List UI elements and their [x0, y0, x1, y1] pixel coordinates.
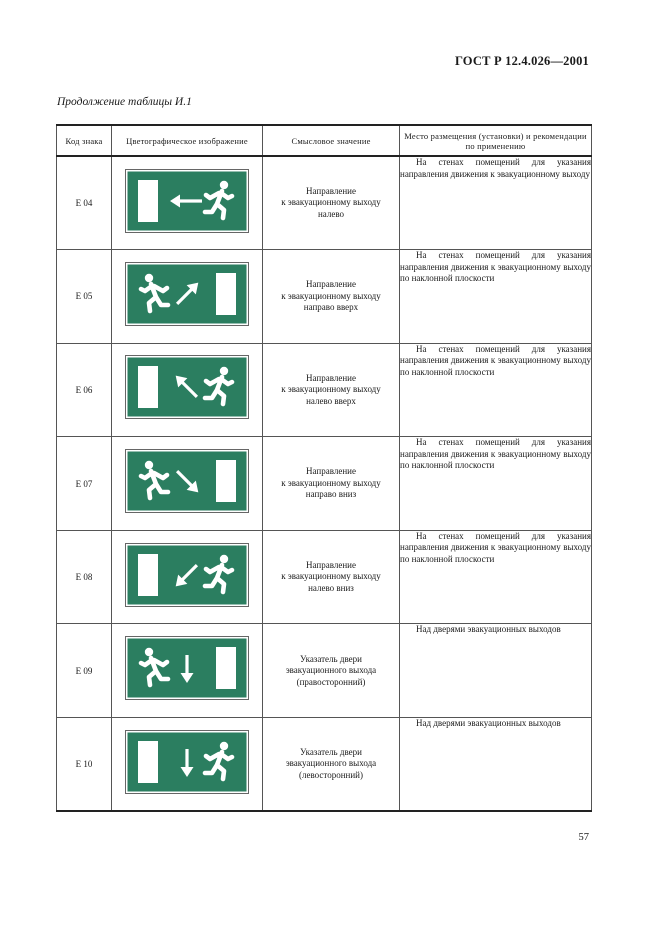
exit-sign-icon	[125, 355, 249, 419]
table-row	[57, 343, 592, 437]
sign-code: E 04	[57, 156, 112, 250]
sign-code: E 07	[57, 437, 112, 531]
exit-sign-icon	[125, 169, 249, 233]
column-header-code: Код знака	[57, 125, 112, 156]
page-number: 57	[578, 832, 589, 843]
table-row	[57, 250, 592, 344]
signs-table	[56, 124, 592, 812]
door-icon	[138, 366, 158, 408]
door-icon	[138, 741, 158, 783]
sign-placement: Над дверями эвакуационных выходов	[416, 718, 561, 729]
evacuation-sign-image	[125, 730, 249, 794]
sign-placement: Над дверями эвакуационных выходов	[416, 624, 561, 635]
table-row	[57, 718, 592, 812]
table-row	[57, 437, 592, 531]
sign-meaning: Направление к эвакуационному выходу налево	[281, 185, 381, 219]
sign-code: E 09	[57, 624, 112, 718]
column-header-placement: Место размещения (установки) и рекомендации по применению	[400, 125, 592, 156]
door-icon	[138, 554, 158, 596]
sign-meaning: Указатель двери эвакуационного выхода (правосторонний)	[285, 653, 377, 687]
sign-placement: На стенах помещений для указания направления движения к эвакуационному выходу по наклонной плоскости	[400, 250, 591, 284]
sign-meaning: Указатель двери эвакуационного выхода (левосторонний)	[285, 746, 377, 780]
exit-sign-icon	[125, 262, 249, 326]
sign-meaning: Направление к эвакуационному выходу направо вверх	[281, 279, 381, 313]
sign-placement: На стенах помещений для указания направления движения к эвакуационному выходу по наклонной плоскости	[400, 437, 591, 471]
door-icon	[216, 460, 236, 502]
evacuation-sign-image	[125, 169, 249, 233]
evacuation-sign-image	[125, 543, 249, 607]
column-header-image: Цветографическое изображение	[112, 125, 263, 156]
table-header-row	[57, 125, 592, 156]
exit-sign-icon	[125, 730, 249, 794]
door-icon	[216, 273, 236, 315]
exit-sign-icon	[125, 449, 249, 513]
exit-sign-icon	[125, 543, 249, 607]
standard-code: ГОСТ Р 12.4.026—2001	[454, 54, 589, 68]
sign-placement: На стенах помещений для указания направления движения к эвакуационному выходу по наклонной плоскости	[400, 343, 591, 377]
door-icon	[216, 647, 236, 689]
sign-meaning: Направление к эвакуационному выходу налево вниз	[281, 559, 381, 593]
sign-placement: На стенах помещений для указания направления движения к эвакуационному выходу	[400, 157, 591, 179]
sign-meaning: Направление к эвакуационному выходу направо вниз	[281, 466, 381, 500]
sign-code: E 05	[57, 250, 112, 344]
table-row	[57, 624, 592, 718]
column-header-meaning: Смысловое значение	[263, 125, 400, 156]
table-row	[57, 156, 592, 250]
sign-code: E 08	[57, 530, 112, 624]
door-icon	[138, 180, 158, 222]
sign-meaning: Направление к эвакуационному выходу налево вверх	[281, 372, 381, 406]
table-row	[57, 530, 592, 624]
sign-code: E 06	[57, 343, 112, 437]
sign-code: E 10	[57, 718, 112, 812]
evacuation-sign-image	[125, 636, 249, 700]
evacuation-sign-image	[125, 449, 249, 513]
table-caption: Продолжение таблицы И.1	[57, 96, 192, 108]
evacuation-sign-image	[125, 355, 249, 419]
evacuation-sign-image	[125, 262, 249, 326]
exit-sign-icon	[125, 636, 249, 700]
sign-placement: На стенах помещений для указания направления движения к эвакуационному выходу по наклонной плоскости	[400, 530, 591, 564]
